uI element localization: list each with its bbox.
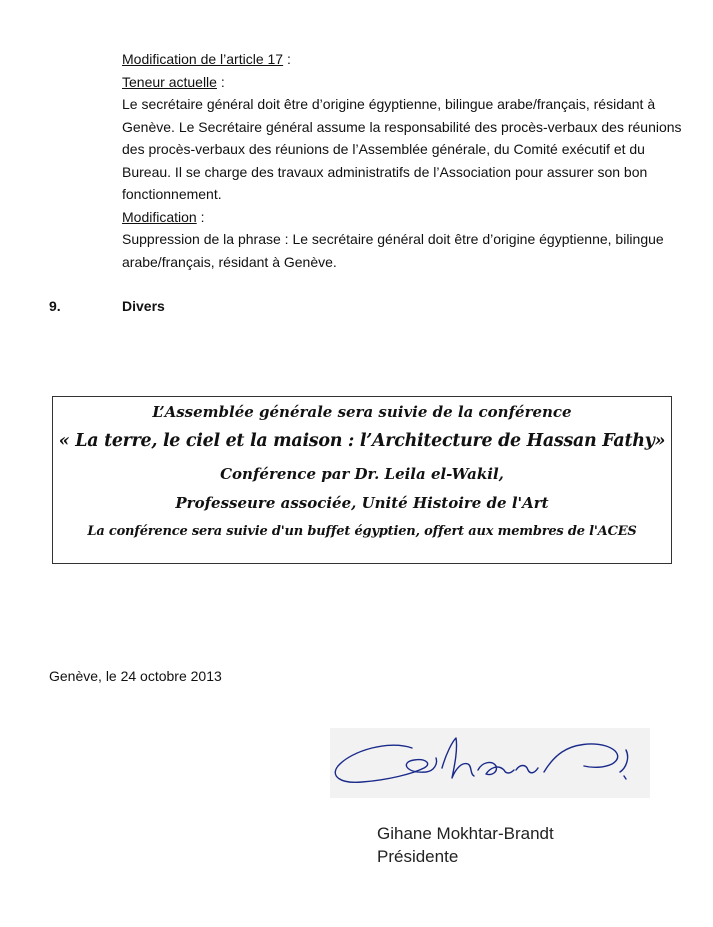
current-label-line	[122, 71, 682, 94]
article-17-amendment	[122, 48, 682, 273]
agenda-item-number: 9.	[49, 298, 61, 314]
modification-label-suffix: :	[196, 208, 205, 225]
amendment-heading: Modification de l’article 17	[122, 51, 284, 67]
place-date: Genève, le 24 octobre 2013	[49, 668, 222, 684]
amendment-heading-suffix: :	[283, 51, 291, 67]
current-label-suffix: :	[216, 73, 225, 90]
signatory-role: Présidente	[377, 847, 459, 866]
modification-label: Modification	[122, 208, 197, 225]
agenda-item-label: Divers	[122, 298, 165, 314]
signature-scribble-icon	[330, 728, 650, 798]
notice-intro: L’Assemblée générale sera suivie de la conférence	[152, 403, 572, 421]
current-text-label: Teneur actuelle	[122, 73, 217, 90]
speaker-line: Conférence par Dr. Leila el-Wakil,	[220, 465, 504, 483]
speaker-affiliation: Professeure associée, Unité Histoire de l'Art	[175, 494, 549, 512]
buffet-note: La conférence sera suivie d'un buffet égyptien, offert aux membres de l'ACES	[87, 524, 637, 539]
signatory-name: Gihane Mokhtar-Brandt	[377, 824, 554, 843]
amendment-heading-line	[122, 48, 682, 71]
modification-label-line	[122, 206, 682, 229]
conference-notice-box	[52, 396, 672, 564]
handwritten-signature	[330, 728, 650, 798]
modification-text: Suppression de la phrase : Le secrétaire général doit être d’origine égyptienne, bilingue arabe/français, résidant à Genève.	[122, 231, 664, 270]
conference-title: « La terre, le ciel et la maison : l’Architecture de Hassan Fathy»	[58, 431, 666, 451]
current-text: Le secrétaire général doit être d’origine égyptienne, bilingue arabe/français, résidant à Genève. Le Secrétaire général assume la responsabilité des procès-verbaux des réunions des procès-verbaux des réunions de l’Assemblée générale, du Comité exécutif et du Bureau. Il se charge des travaux administratifs de l’Association pour assurer son bon fonctionnement.	[122, 96, 682, 202]
